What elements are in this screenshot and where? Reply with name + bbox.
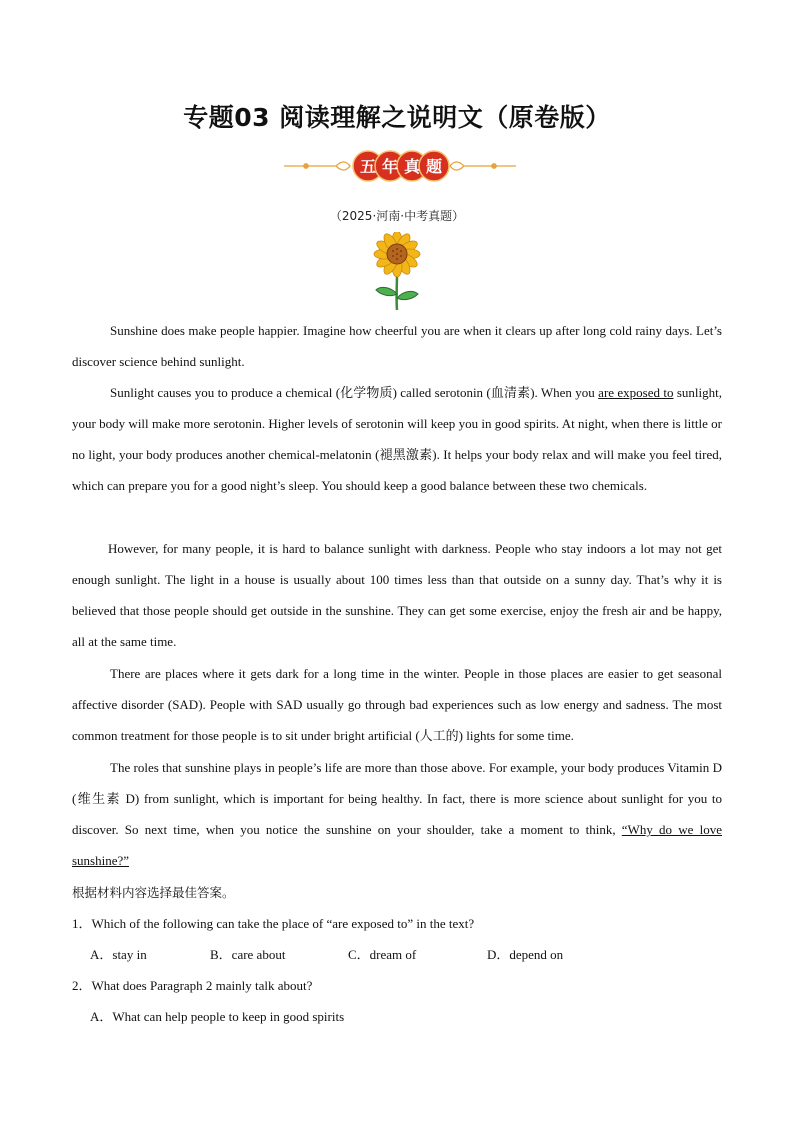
question-1-option-b[interactable]: B．care about	[210, 947, 286, 962]
question-1-stem: 1．Which of the following can take the place of “are exposed to” in the text?	[72, 916, 475, 931]
question-2-option-a[interactable]: A．What can help people to keep in good spirits	[90, 1009, 345, 1024]
passage-paragraph-4: There are places where it gets dark for a long time in the winter. People in those places are easier to get seasonal affective disorder (SAD). People with SAD usually go through bad experiences such as low energy and sadness. The most common treatment for those people is to sit under bright artificial (人工的) lights for some time.	[72, 666, 722, 743]
underlined-question-why-love-sunshine: “Why do we love sunshine?”	[72, 822, 722, 868]
page-title: 专题03 阅读理解之说明文（原卷版）	[183, 103, 611, 132]
banner-right-ornament	[450, 162, 516, 170]
banner-char-3: 真	[403, 157, 421, 176]
question-2-stem: 2．What does Paragraph 2 mainly talk about?	[72, 978, 313, 993]
paragraph-2-part-1: Sunlight causes you to produce a chemical (化学物质) called serotonin (血清素). When you	[110, 385, 599, 400]
question-1-option-d[interactable]: D．depend on	[487, 947, 564, 962]
exam-source: （2025·河南·中考真题）	[329, 209, 465, 223]
banner-char-1: 五	[359, 157, 377, 176]
passage-paragraph-3: However, for many people, it is hard to balance sunlight with darkness. People who stay indoors a lot may not get enough sunlight. The light in a house is usually about 100 times less than that outside on a sunny day. That’s why it is believed that those people should get outside in the sunshine. They can get some exercise, enjoy the fresh air and be happy, all at the same time.	[72, 541, 722, 649]
question-1-option-c[interactable]: C．dream of	[348, 947, 417, 962]
sunflower-illustration	[366, 232, 428, 312]
passage-paragraph-2	[72, 377, 722, 501]
passage-paragraph-5	[72, 752, 722, 876]
five-year-exam-banner	[280, 146, 520, 186]
instructions: 根据材料内容选择最佳答案。	[72, 885, 235, 900]
question-1-option-a[interactable]: A．stay in	[90, 947, 147, 962]
passage-paragraph-1: Sunshine does make people happier. Imagine how cheerful you are when it clears up after long cold rainy days. Let’s discover science behind sunlight.	[72, 323, 722, 369]
banner-char-2: 年	[381, 157, 399, 176]
banner-left-ornament	[284, 162, 350, 170]
paragraph-2-part-2: sunlight, your body will make more serotonin. Higher levels of serotonin will keep you in good spirits. At night, when there is little or no light, your body produces another chemical-melatonin (褪黑激素). It helps your body relax and will make you feel tired, which can prepare you for a good night’s sleep. You should keep a good balance between these two chemicals.	[72, 385, 722, 493]
banner-char-4: 题	[425, 157, 443, 176]
underlined-phrase-are-exposed-to: are exposed to	[598, 385, 674, 400]
paragraph-5-part-1: The roles that sunshine plays in people’s life are more than those above. For example, your body produces Vitamin D (维生素 D) from sunlight, which is important for being healthy. In fact, there is more science about sunlight for you to discover. So next time, when you notice the sunshine on your shoulder, take a moment to think,	[72, 760, 722, 837]
